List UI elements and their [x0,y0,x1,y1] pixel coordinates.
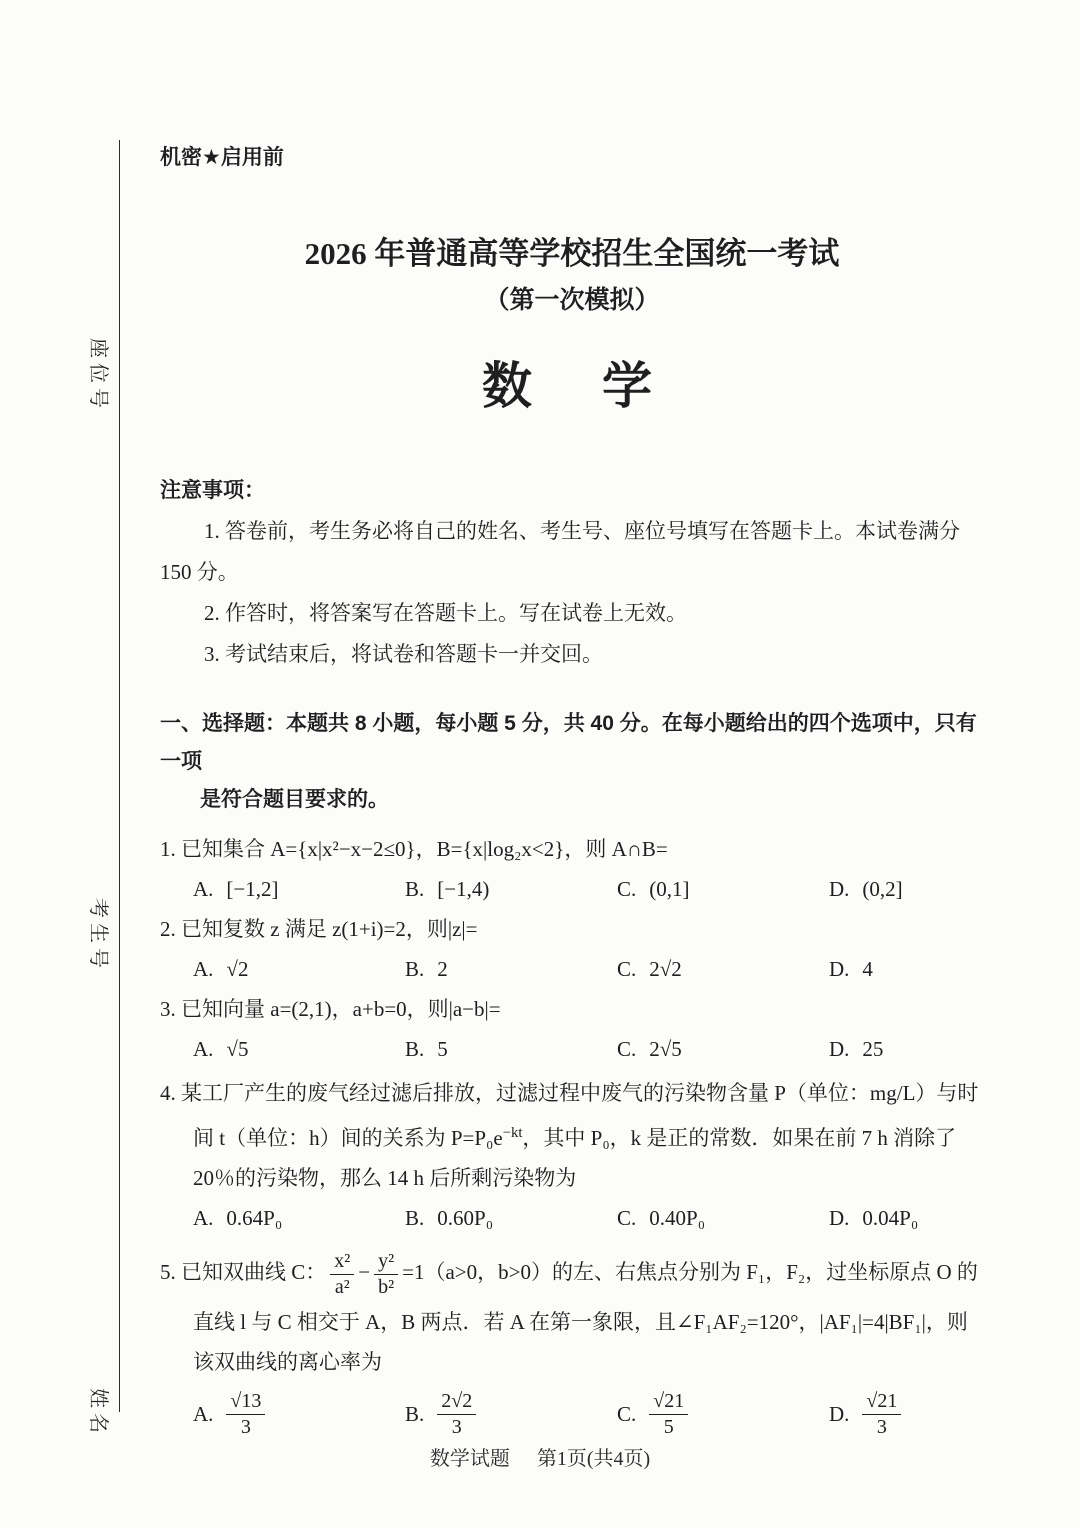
question-3-options [160,1029,984,1069]
question-4-stem-line2: 间 t（单位：h）间的关系为 $P=P_0e^{-kt}$，其中 P₀，k 是正的常数．如果在前 7 h 消除了 [193,1125,957,1150]
page-footer [0,1444,1080,1474]
notice-line-1: 1. 答卷前，考生务必将自己的姓名、考生号、座位号填写在答题卡上。本试卷满分 [204,519,960,543]
question-5-options [160,1382,984,1446]
option-d: D. $\frac{√21}{3}$ [829,1390,905,1439]
notice-line-2: 2. 作答时，将答案写在答题卡上。写在试卷上无效。 [204,601,687,625]
seal-divider-line [119,140,120,1412]
option-d: D. (0,2] [829,877,903,901]
question-1-stem: 1. 已知集合 A={x|x²−x−2≤0}，B={x|log₂x<2}，则 A∩B= [160,837,668,861]
question-4-stem-line1: 4. 某工厂产生的废气经过滤后排放，过滤过程中废气的污染物含量 P（单位：mg/L）与时 [160,1081,979,1105]
question-3-stem: 3. 已知向量 a=(2,1)，a+b=0，则|a−b|= [160,997,501,1021]
question-5 [160,1242,984,1446]
name-label: 姓名 [87,1388,109,1438]
subject-title: 数 学 [482,358,662,414]
option-a: A. 0.64P₀ [193,1206,283,1230]
option-c: C. 2√5 [617,1037,682,1061]
option-c: C. (0,1] [617,877,690,901]
notice-line-3: 3. 考试结束后，将试卷和答题卡一并交回。 [204,642,603,666]
option-a: A. √5 [193,1037,249,1061]
fraction-option-a: $\frac{√13}{3}$ [226,1390,265,1439]
candidate-number-label: 考生号 [87,898,109,973]
exam-title: 2026 年普通高等学校招生全国统一考试 [304,236,840,271]
seat-number-label: 座位号 [87,338,109,413]
section-1-heading-line2: 是符合题目要求的。 [200,788,389,811]
option-b: B. 0.60P₀ [405,1206,494,1230]
question-2-stem: 2. 已知复数 z 满足 z(1+i)=2，则|z|= [160,917,478,941]
confidential-notice: 机密★启用前 [160,146,284,169]
exponent: −kt [502,1125,523,1141]
footer-page-number: 第1页(共4页) [536,1448,651,1470]
question-1-options [160,869,984,909]
option-b: B. 2 [405,957,448,981]
question-4-options [160,1198,984,1238]
question-2-options [160,949,984,989]
question-4 [160,1073,984,1238]
option-b: B. [−1,4) [405,877,490,901]
option-d: D. 4 [829,957,873,981]
exam-subtitle: （第一次模拟） [484,287,660,314]
option-a: A. $\frac{√13}{3}$ [193,1390,405,1439]
paper-content [160,138,984,1446]
question-5-stem-line1: 5. 已知双曲线 C： $\frac{\text{x²}}{\text{a²}}$ − $\frac{\text{y²}}{\text{b²}}$ =1（a>0，b>0）的左、右焦点分别为 F₁，F₂，过坐标原点 O 的 [160,1249,978,1298]
option-c: C. 0.40P₀ [617,1206,706,1230]
question-1 [160,829,984,909]
section-1-heading [160,705,984,819]
footer-subject: 数学试题 [429,1448,510,1470]
option-c: C. 2√2 [617,957,682,981]
notice-line-1-cont: 150 分。 [160,560,239,584]
option-b: B. 5 [405,1037,448,1061]
question-list [160,829,984,1446]
question-4-stem-line3: 20％的污染物，那么 14 h 后所剩污染物为 [193,1166,577,1190]
option-d: D. 0.04P₀ [829,1206,919,1230]
option-d: D. 25 [829,1037,884,1061]
fraction-option-b: $\frac{2√2}{3}$ [437,1390,476,1439]
fraction-option-c: $\frac{√21}{5}$ [649,1390,688,1439]
option-b: B. $\frac{2√2}{3}$ [405,1390,617,1439]
option-c: C. $\frac{√21}{5}$ [617,1390,829,1439]
question-3 [160,989,984,1069]
fraction-y2-b2: $\frac{\text{y²}}{\text{b²}}$ [374,1250,398,1299]
option-a: A. √2 [193,957,249,981]
notice-heading: 注意事项： [160,479,265,502]
question-5-stem-line2: 直线 l 与 C 相交于 A，B 两点．若 A 在第一象限，且∠F₁AF₂=120°，|AF₁|=4|BF₁|，则 [193,1310,968,1334]
question-5-stem-line3: 该双曲线的离心率为 [193,1350,382,1374]
fraction-option-d: $\frac{√21}{3}$ [862,1390,901,1439]
question-2 [160,909,984,989]
option-a: A. [−1,2] [193,877,279,901]
section-1-heading-line1: 一、选择题：本题共 8 小题，每小题 5 分，共 40 分。在每小题给出的四个选项中，只有一项 [160,712,977,773]
fraction-x2-a2: $\frac{\text{x²}}{\text{a²}}$ [330,1250,354,1299]
